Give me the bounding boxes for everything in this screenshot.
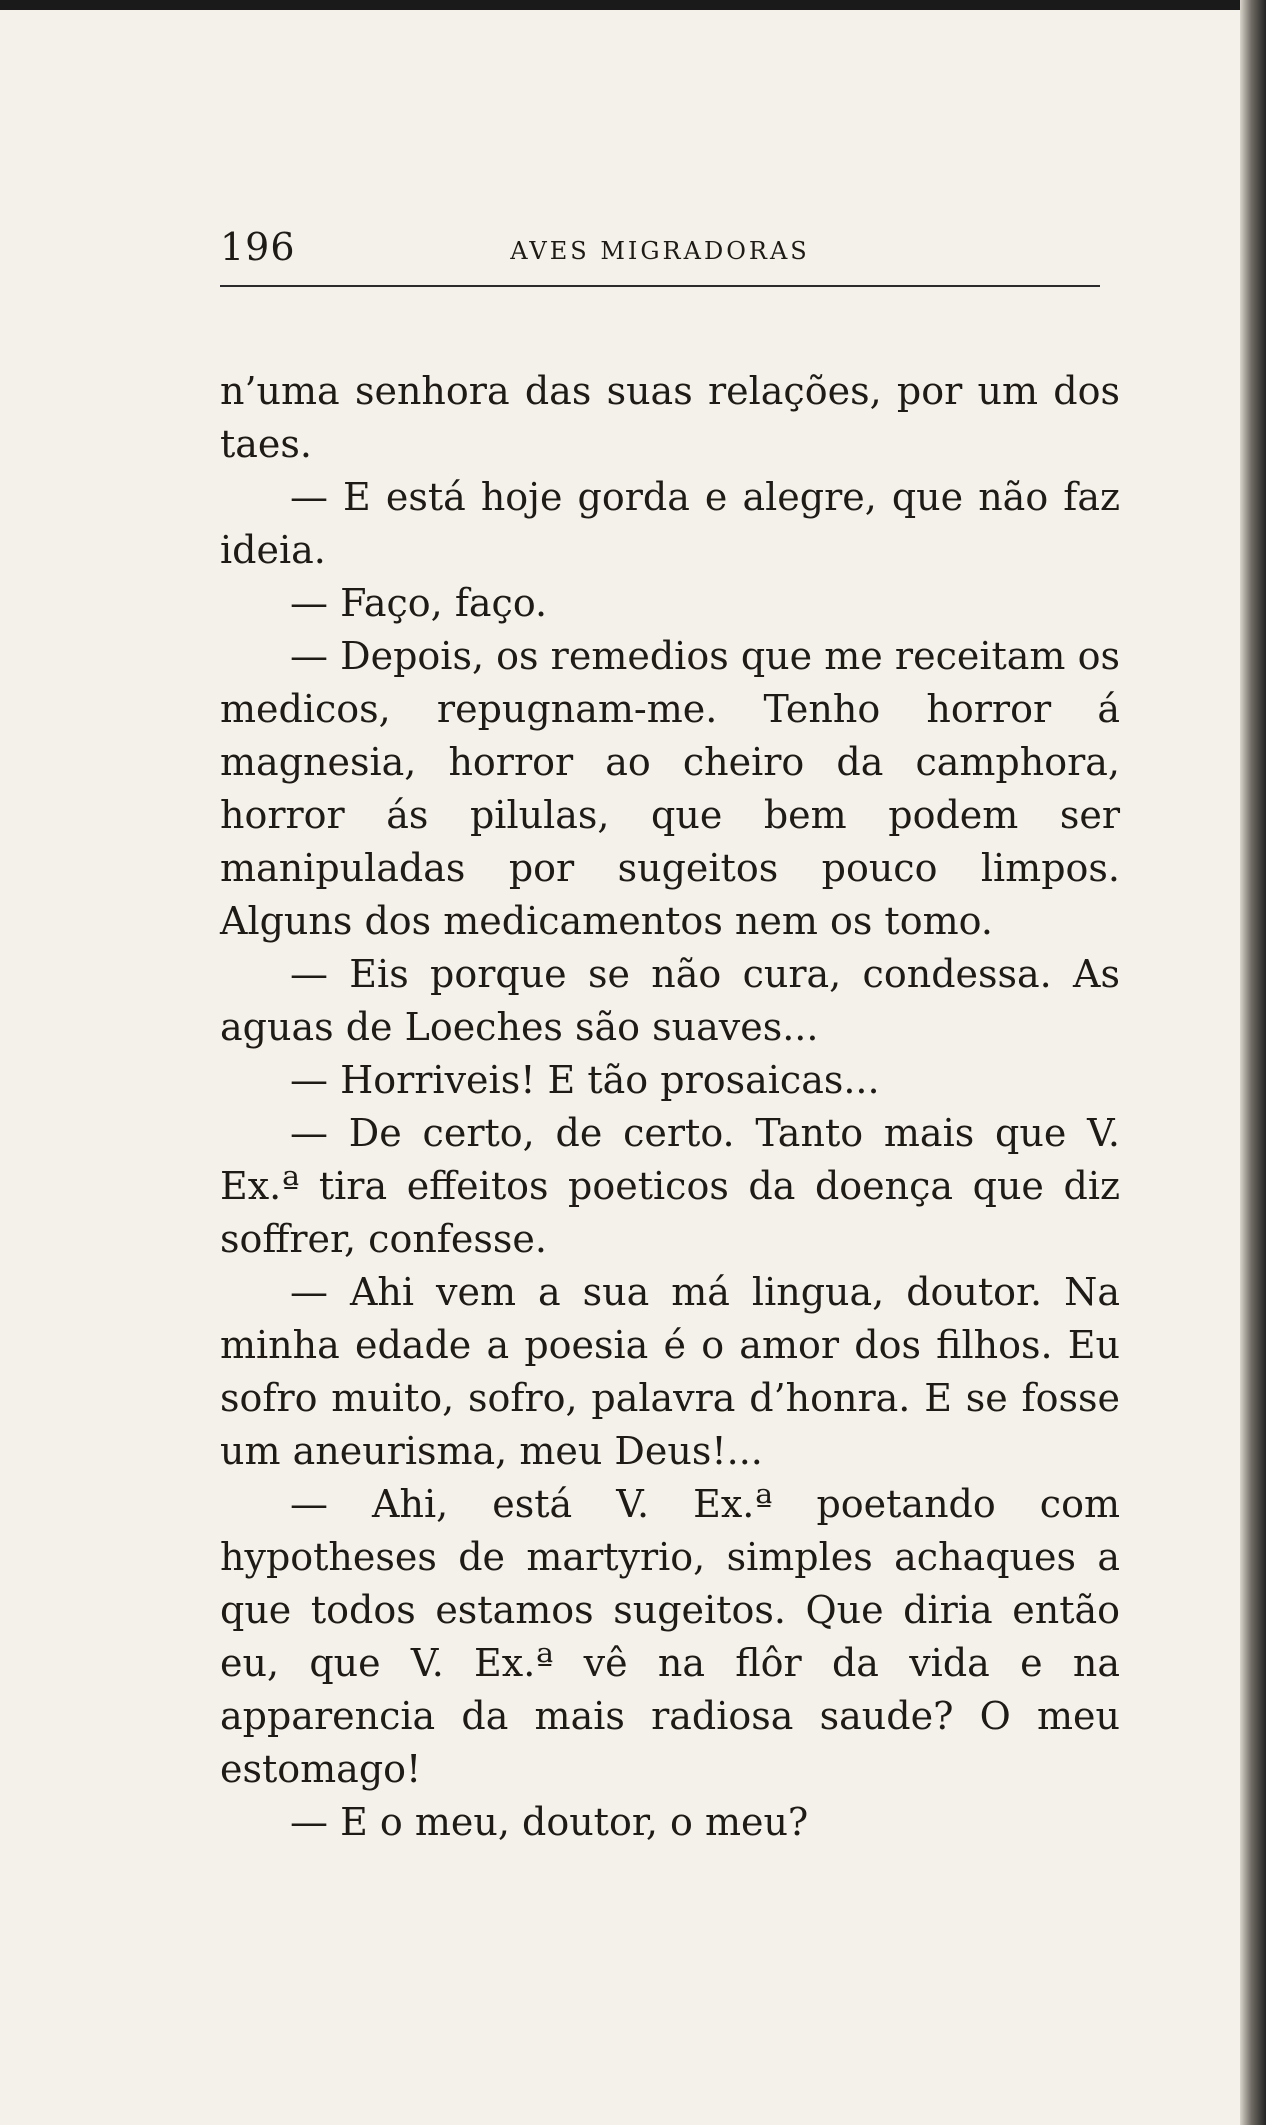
running-head bbox=[220, 225, 1100, 287]
paragraph-continuation: n’uma senhora das suas relações, por um dos taes. bbox=[220, 369, 1120, 466]
body-text bbox=[220, 365, 1120, 1849]
dialogue-paragraph: — Horriveis! E tão prosaicas... bbox=[290, 1058, 880, 1102]
dialogue-paragraph: — E o meu, doutor, o meu? bbox=[290, 1800, 809, 1844]
page-binding-edge bbox=[1240, 0, 1266, 2125]
dialogue-paragraph: — E está hoje gorda e alegre, que não faz ideia. bbox=[220, 475, 1120, 572]
page-number: 196 bbox=[220, 225, 296, 269]
dialogue-paragraph: — Faço, faço. bbox=[290, 581, 548, 625]
running-title: AVES MIGRADORAS bbox=[510, 237, 810, 265]
dialogue-paragraph: — Ahi, está V. Ex.ª poetando com hypotheses de martyrio, simples achaques a que todos estamos sugeitos. Que diria então eu, que V. Ex.ª vê na flôr da vida e na apparencia da mais radiosa saude? O meu estomago! bbox=[220, 1482, 1120, 1791]
dialogue-paragraph: — De certo, de certo. Tanto mais que V. Ex.ª tira effeitos poeticos da doença que diz soffrer, confesse. bbox=[220, 1111, 1120, 1261]
dialogue-paragraph: — Ahi vem a sua má lingua, doutor. Na minha edade a poesia é o amor dos filhos. Eu sofro muito, sofro, palavra d’honra. E se fosse um aneurisma, meu Deus!... bbox=[220, 1270, 1120, 1473]
dialogue-paragraph: — Eis porque se não cura, condessa. As aguas de Loeches são suaves... bbox=[220, 952, 1120, 1049]
dialogue-paragraph: — Depois, os remedios que me receitam os medicos, repugnam-me. Tenho horror á magnesia, horror ao cheiro da camphora, horror ás pilulas, que bem podem ser manipuladas por sugeitos pouco limpos. Alguns dos medicamentos nem os tomo. bbox=[220, 634, 1120, 943]
